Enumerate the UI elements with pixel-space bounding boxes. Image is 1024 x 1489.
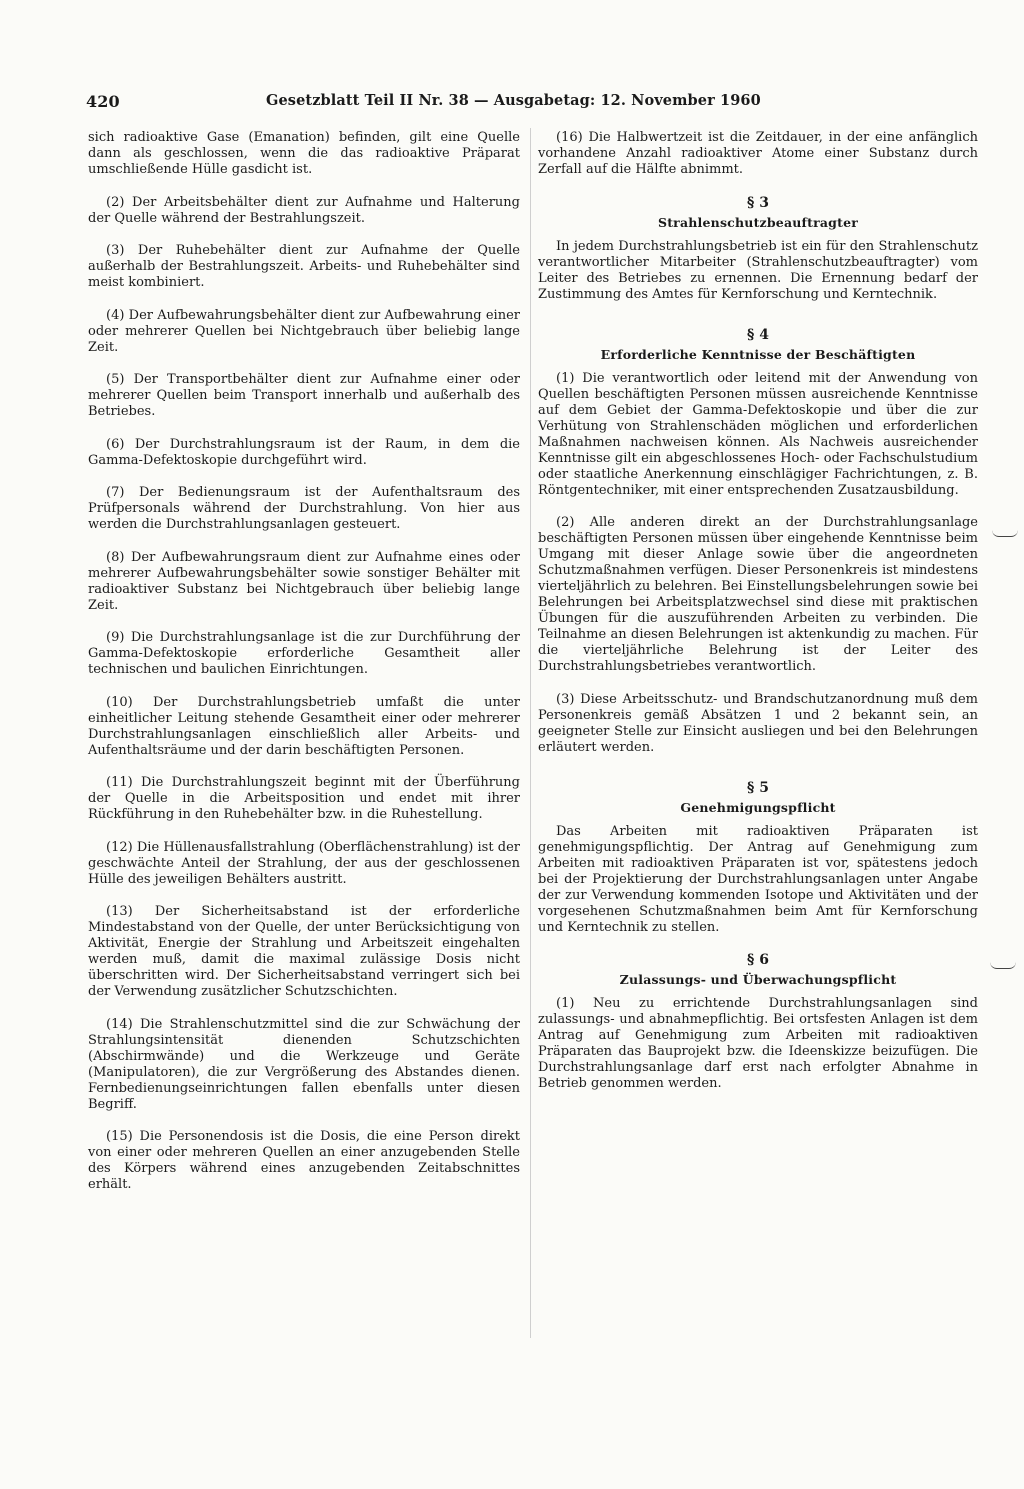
paragraph-2: (2) Der Arbeitsbehälter dient zur Aufnahme und Halterung der Quelle während der Bestrahlungszeit. (88, 194, 520, 226)
paragraph-11: (11) Die Durchstrahlungszeit beginnt mit der Überführung der Quelle in die Arbeitsposition und endet mit ihrer Rückführung in den Ruhebehälter bzw. in die Ruhestellung. (88, 775, 520, 822)
section-5-text: Das Arbeiten mit radioaktiven Präparaten ist genehmigungspflichtig. Der Antrag auf Genehmigung zum Arbeiten mit radioaktiven Präparaten ist vor, spätestens jedoch bei der Projektierung der Durchstrahlungsanlagen unter Angabe der zur Verwendung kommenden Isotope und Aktivitäten und der vorgesehenen Schutzmaßnahmen beim Amt für Kernforschung und Kerntechnik zu stellen. (538, 823, 978, 935)
paragraph-4: (4) Der Aufbewahrungsbehälter dient zur Aufbewahrung einer oder mehrerer Quellen bei Nichtgebrauch über beliebig lange Zeit. (88, 307, 520, 355)
left-column (88, 130, 520, 1210)
paragraph-7: (7) Der Bedienungsraum ist der Aufenthaltsraum des Prüfpersonals während der Durchstrahlung. Von hier aus werden die Durchstrahlungsanlagen gesteuert. (88, 485, 520, 532)
paragraph-6: (6) Der Durchstrahlungsraum ist der Raum, in dem die Gamma-Defektoskopie durchgeführt wird. (88, 436, 520, 468)
section-3-number: § 3 (747, 194, 769, 211)
section-6-title: Zulassungs- und Überwachungspflicht (619, 972, 897, 987)
paragraph-9: (9) Die Durchstrahlungsanlage ist die zur Durchführung der Gamma-Defektoskopie erforderliche Gesamtheit aller technischen und baulichen Einrichtungen. (88, 630, 520, 677)
margin-mark (992, 530, 1018, 537)
paragraph-8: (8) Der Aufbewahrungsraum dient zur Aufnahme eines oder mehrerer Aufbewahrungsbehälter sowie sonstiger Behälter mit radioaktiver Substanz bei Nichtgebrauch über beliebig lange Zeit. (88, 549, 520, 613)
section-3-title: Strahlenschutzbeauftragter (657, 214, 859, 230)
paragraph-5: (5) Der Transportbehälter dient zur Aufnahme einer oder mehrerer Quellen beim Transport innerhalb und außerhalb des Betriebes. (88, 372, 520, 419)
page-number: 420 (86, 92, 120, 111)
section-4-paragraph-1: (1) Die verantwortlich oder leitend mit der Anwendung von Quellen beschäftigten Personen müssen ausreichende Kenntnisse auf dem Gebiet der Gamma-Defektoskopie und über die zur Verhütung von Strahlenschäden möglichen und erforderlichen Maßnahmen nachweisen können. Als Nachweis ausreichender Kenntnisse gilt ein abgeschlossenes Hoch- oder Fachschulstudium oder staatliche Anerkennung einschlägiger Fachrichtungen, z. B. Röntgentechniker, mit einer entsprechenden Zusatzausbildung. (538, 370, 978, 498)
margin-mark (990, 962, 1016, 969)
right-column (538, 130, 978, 1109)
column-divider (530, 128, 531, 1338)
paragraph-12: (12) Die Hüllenausfallstrahlung (Oberflächenstrahlung) ist der geschwächte Anteil der Strahlung, der aus der geschlossenen Hülle des jeweiligen Behälters austritt. (88, 839, 520, 887)
gazette-title: Gesetzblatt Teil II Nr. 38 — Ausgabetag: 12. November 1960 (266, 92, 761, 109)
section-5-title: Genehmigungspflicht (680, 799, 836, 815)
paragraph-continuation: sich radioaktive Gase (Emanation) befinden, gilt eine Quelle dann als geschlossen, wenn die das radioaktive Präparat umschließende Hülle gasdicht ist. (88, 130, 520, 177)
section-5-number: § 5 (747, 779, 769, 796)
paragraph-16: (16) Die Halbwertzeit ist die Zeitdauer, in der eine anfänglich vorhandene Anzahl radioaktiver Atome einer Substanz durch Zerfall auf die Hälfte abnimmt. (538, 130, 978, 177)
section-4-paragraph-2: (2) Alle anderen direkt an der Durchstrahlungsanlage beschäftigten Personen müssen über eingehende Kenntnisse beim Umgang mit dieser Anlage sowie über die angeordneten Schutzmaßnahmen verfügen. Dieser Personenkreis ist mindestens vierteljährlich zu belehren. Bei Einstellungsbelehrungen sowie bei Belehrungen bei Arbeitsplatzwechsel sind diese mit praktischen Übungen für die auszuführenden Arbeiten zu verbinden. Die Teilnahme an diesen Belehrungen ist aktenkundig zu machen. Für die vierteljährliche Belehrung ist der Leiter des Durchstrahlungsbetriebes verantwortlich. (538, 515, 978, 674)
paragraph-14: (14) Die Strahlenschutzmittel sind die zur Schwächung der Strahlungsintensität dienenden Schutzschichten (Abschirmwände) und die Werkzeuge und Geräte (Manipulatoren), die zur Vergrößerung des Abstandes dienen. Fernbedienungseinrichtungen fallen ebenfalls unter diesen Begriff. (88, 1016, 520, 1112)
paragraph-13: (13) Der Sicherheitsabstand ist der erforderliche Mindestabstand von der Quelle, der unter Berücksichtigung von Aktivität, Energie der Strahlung und Arbeitszeit eingehalten werden muß, damit die maximal zulässige Dosis nicht überschritten wird. Der Sicherheitsabstand verringert sich bei der Verwendung zusätzlicher Schutzschichten. (88, 904, 520, 999)
section-4-paragraph-3: (3) Diese Arbeitsschutz- und Brandschutzanordnung muß dem Personenkreis gemäß Absätzen 1 und 2 bekannt sein, an geeigneter Stelle zur Einsicht ausliegen und bei den Belehrungen erläutert werden. (538, 691, 978, 755)
section-4-title: Erforderliche Kenntnisse der Beschäftigten (600, 346, 916, 362)
section-4-number: § 4 (747, 326, 769, 343)
section-6-number: § 6 (747, 952, 769, 968)
section-6-paragraph-1: (1) Neu zu errichtende Durchstrahlungsanlagen sind zulassungs- und abnahmepflichtig. Bei ortsfesten Anlagen ist dem Antrag auf Genehmigung zum Arbeiten mit radioaktiven Präparaten das Bauprojekt bzw. die Ideenskizze beizufügen. Die Durchstrahlungsanlage darf erst nach erfolgter Abnahme in Betrieb genommen werden. (538, 996, 978, 1091)
paragraph-15: (15) Die Personendosis ist die Dosis, die eine Person direkt von einer oder mehreren Quellen an einer anzugebenden Stelle des Körpers während eines anzugebenden Zeitabschnittes erhält. (88, 1129, 520, 1192)
paragraph-10: (10) Der Durchstrahlungsbetrieb umfaßt die unter einheitlicher Leitung stehende Gesamtheit einer oder mehrerer Durchstrahlungsanlagen einschließlich aller Arbeits- und Aufenthaltsräume und der darin beschäftigten Personen. (88, 694, 520, 758)
paragraph-3: (3) Der Ruhebehälter dient zur Aufnahme der Quelle außerhalb der Bestrahlungszeit. Arbeits- und Ruhebehälter sind meist kombiniert. (88, 243, 520, 290)
section-3-text: In jedem Durchstrahlungsbetrieb ist ein für den Strahlenschutz verantwortlicher Mitarbeiter (Strahlenschutzbeauftragter) vom Leiter des Betriebes zu ernennen. Die Ernennung bedarf der Zustimmung des Amtes für Kernforschung und Kerntechnik. (538, 238, 978, 302)
page-header (86, 92, 786, 116)
